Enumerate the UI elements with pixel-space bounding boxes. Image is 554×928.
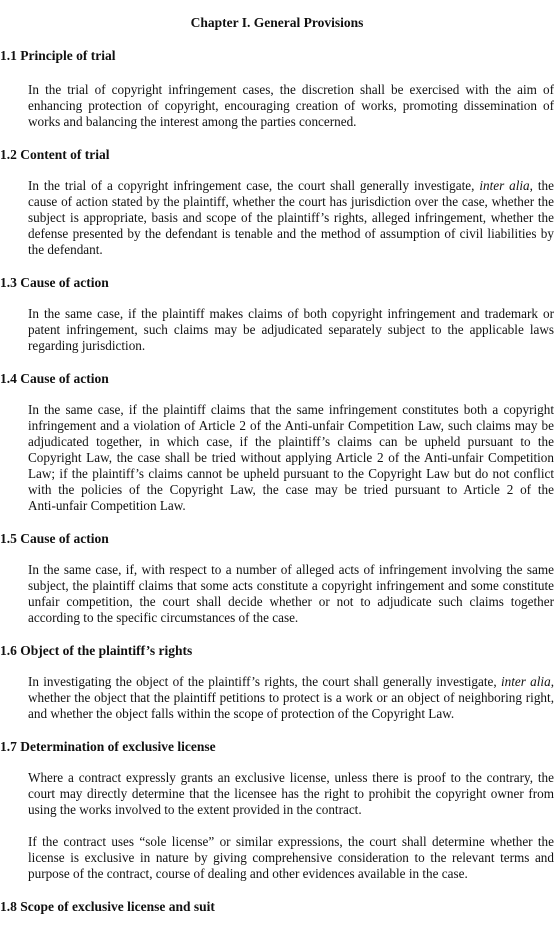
section-heading: 1.8 Scope of exclusive license and suit [0, 899, 215, 914]
section-heading: 1.6 Object of the plaintiff’s rights [0, 643, 193, 658]
section-paragraph [28, 402, 554, 514]
paragraph-line: regarding jurisdiction. [28, 338, 146, 353]
paragraph-line: adjudicated together, in which case, if the plaintiff’s claims can be upheld pursuant to the [28, 434, 554, 449]
section-paragraph [28, 834, 554, 882]
section-heading: 1.4 Cause of action [0, 371, 109, 386]
paragraph-line: enhancing protection of copyright, encouraging creation of works, promoting dissemination of [28, 98, 554, 113]
paragraph-line: unfair competition, the court shall decide whether or not to adjudicate such claims together [28, 594, 554, 609]
paragraph-line: court may directly determine that the licensee has the right to prohibit the copyright owner from [28, 786, 554, 801]
paragraph-line: In the same case, if the plaintiff claims that the same infringement constitutes both a copyright [28, 402, 554, 417]
paragraph-line: In the same case, if, with respect to a number of alleged acts of infringement involving the same [28, 562, 554, 577]
section-paragraph [28, 770, 554, 818]
paragraph-line: In the same case, if the plaintiff makes claims of both copyright infringement and trademark or [28, 306, 554, 321]
paragraph-line: cause of action stated by the plaintiff, whether the court has jurisdiction over the case, whether the [28, 194, 554, 209]
paragraph-line: license is exclusive in nature by giving comprehensive consideration to the relevant terms and [28, 850, 554, 865]
section-paragraph [28, 178, 554, 258]
paragraph-line: If the contract uses “sole license” or similar expressions, the court shall determine whether the [28, 834, 554, 849]
section-heading: 1.5 Cause of action [0, 531, 109, 546]
paragraph-line: whether the object that the plaintiff petitions to protect is a work or an object of neighboring right, [28, 690, 554, 705]
paragraph-line: the defendant. [28, 242, 103, 257]
paragraph-line: Copyright Law, the case shall be tried without applying Article 2 of the Anti-unfair Competition [28, 450, 554, 465]
paragraph-line: Where a contract expressly grants an exclusive license, unless there is proof to the contrary, the [28, 770, 554, 785]
paragraph-line: In the trial of copyright infringement cases, the discretion shall be exercised with the aim of [28, 82, 554, 97]
paragraph-line: subject is appropriate, basis and scope of the plaintiff’s rights, alleged infringement, whether the [28, 210, 554, 225]
paragraph-line: Law; if the plaintiff’s claims cannot be upheld pursuant to the Copyright Law but do not conflict [28, 466, 554, 481]
section-heading: 1.3 Cause of action [0, 275, 109, 290]
paragraph-line: infringement and a violation of Article 2 of the Anti-unfair Competition Law, such claims may be [28, 418, 554, 433]
paragraph-line: In investigating the object of the plaintiff’s rights, the court shall generally investigate, inter alia, [28, 674, 554, 689]
paragraph-line: purpose of the contract, course of dealing and other evidences available in the case. [28, 866, 468, 881]
section-heading: 1.2 Content of trial [0, 147, 110, 162]
paragraph-line: with the policies of the Copyright Law, the case may be tried pursuant to Article 2 of the [28, 482, 554, 497]
section-paragraph [28, 82, 554, 130]
paragraph-line: works and balancing the interest among the parties concerned. [28, 114, 357, 129]
chapter-title: Chapter I. General Provisions [190, 15, 364, 30]
paragraph-line: defense presented by the defendant is tenable and the method of assumption of civil liabilities by [28, 226, 554, 241]
paragraph-line: In the trial of a copyright infringement case, the court shall generally investigate, inter alia, the [28, 178, 554, 193]
paragraph-line: subject, the plaintiff claims that some acts constitute a copyright infringement and some constitute [28, 578, 554, 593]
paragraph-line: according to the specific circumstances of the case. [28, 610, 299, 625]
section-heading: 1.1 Principle of trial [0, 48, 116, 63]
section-heading: 1.7 Determination of exclusive license [0, 739, 216, 754]
section-paragraph [28, 306, 554, 354]
section-paragraph [28, 674, 554, 722]
section-paragraph [28, 562, 554, 626]
paragraph-line: and whether the object falls within the scope of protection of the Copyright Law. [28, 706, 455, 721]
paragraph-line: patent infringement, such claims may be adjudicated separately subject to the applicable laws [28, 322, 554, 337]
paragraph-line: using the works involved to the extent provided in the contract. [28, 802, 362, 817]
paragraph-line: Anti-unfair Competition Law. [28, 498, 186, 513]
